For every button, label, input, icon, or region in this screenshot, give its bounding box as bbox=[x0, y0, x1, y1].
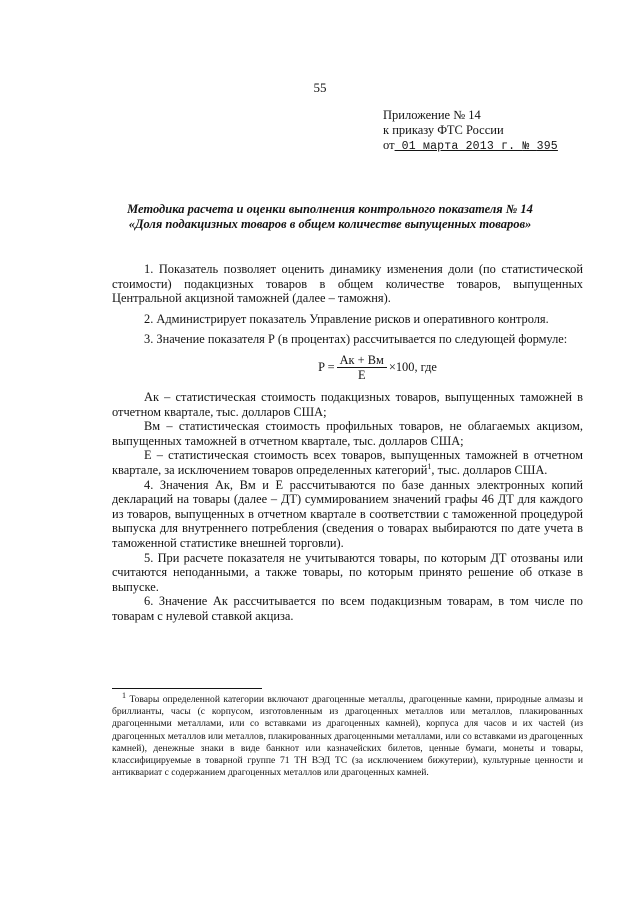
formula-lhs: P = bbox=[318, 360, 335, 375]
formula-numerator: Ак + Вм bbox=[337, 353, 387, 368]
order-date: 01 марта 2013 г. bbox=[394, 140, 523, 153]
footnote-reference: 1 bbox=[427, 461, 432, 471]
paragraph-4: 4. Значения Ак, Вм и Е рассчитываются по базе данных электронных копий деклараций на товары (далее – ДТ) суммированием значений графы 46 ДТ для каждого из товаров, выпущенных в отчетном квартале в соответствии с таможенной процедурой выпуска для внутреннего потребления (сведения о товарах выбираются по дате учета в таможенной статистике внешней торговли). bbox=[112, 477, 583, 550]
paragraph-5: 5. При расчете показателя не учитываются товары, по которым ДТ отозваны или считаются неподанными, а также товары, по которым принято решение об отказе в выпуске. bbox=[112, 550, 583, 594]
definition-e-text: Е – статистическая стоимость всех товаров, выпущенных таможней в отчетном квартале, за исключением товаров определенных категорий bbox=[112, 448, 583, 477]
definition-vm: Вм – статистическая стоимость профильных товаров, не облагаемых акцизом, выпущенных таможней в отчетном квартале, тыс. долларов США; bbox=[112, 419, 583, 448]
title-line-1: Методика расчета и оценки выполнения контрольного показателя № 14 bbox=[127, 202, 533, 216]
title-line-2: «Доля подакцизных товаров в общем количестве выпущенных товаров» bbox=[128, 217, 532, 231]
page-number: 55 bbox=[313, 80, 327, 95]
order-number: 395 bbox=[536, 140, 558, 153]
document-title bbox=[80, 202, 580, 232]
formula-denominator: Е bbox=[357, 367, 366, 382]
paragraph-1: 1. Показатель позволяет оценить динамику изменения доли (по статистической стоимости) подакцизных товаров в общем количестве товаров, выпущенных Центральной акцизной таможней (далее – таможня). bbox=[112, 262, 583, 306]
footnote-divider bbox=[112, 688, 262, 689]
footnote-paragraph bbox=[112, 690, 584, 779]
order-date-prefix: от bbox=[383, 138, 395, 152]
paragraph-2: 2. Администрирует показатель Управление рисков и оперативного контроля. bbox=[144, 311, 549, 326]
formula-fraction bbox=[337, 353, 387, 382]
formula bbox=[172, 353, 583, 382]
formula-rhs: ×100, где bbox=[388, 360, 437, 375]
footnote bbox=[112, 690, 584, 779]
appendix-line-1: Приложение № 14 bbox=[383, 108, 481, 122]
footnote-text: Товары определенной категории включают драгоценные металлы, драгоценные камни, природные алмазы и бриллианты, часы (с корпусом, изготовленным из драгоценных металлов или металлов, плакированных драгоценными металлами, или со вставками из драгоценных камней), корпуса для часов и их частей (из драгоценных металлов или металлов, плакированных драгоценными металлами, или со вставками из драгоценных камней), денежные знаки в виде банкнот или казначейских билетов, ценные бумаги, монеты и товары, классифицируемые в товарной группе 71 ТН ВЭД ТС (за исключением бижутерии), культурные ценности и антиквариат с содержанием драгоценных металлов или драгоценных камней. bbox=[112, 694, 584, 779]
appendix-header bbox=[383, 108, 558, 154]
appendix-line-3 bbox=[383, 138, 558, 154]
definition-e-suffix: , тыс. долларов США. bbox=[431, 462, 548, 477]
order-number-sign: № bbox=[522, 140, 537, 153]
appendix-line-2: к приказу ФТС России bbox=[383, 123, 504, 137]
document-body bbox=[112, 262, 583, 623]
definition-ak: Ак – статистическая стоимость подакцизных товаров, выпущенных таможней в отчетном квартале, тыс. долларов США; bbox=[112, 389, 583, 419]
paragraph-3: 3. Значение показателя Р (в процентах) рассчитывается по следующей формуле: bbox=[144, 332, 568, 347]
definition-e bbox=[112, 448, 583, 477]
footnote-marker: 1 bbox=[122, 690, 126, 700]
paragraph-6: 6. Значение Ак рассчитывается по всем подакцизным товарам, в том числе по товарам с нулевой ставкой акциза. bbox=[112, 594, 583, 623]
